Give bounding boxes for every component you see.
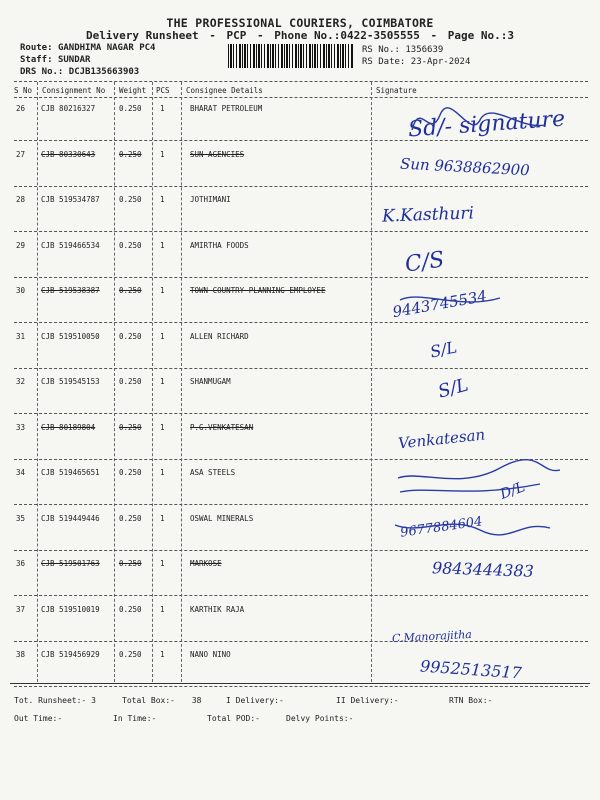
row-consignment-no: CJB 519456929 [41, 650, 100, 659]
row-weight: 0.250 [119, 286, 142, 295]
row-pcs: 1 [160, 377, 165, 386]
row-weight: 0.250 [119, 605, 142, 614]
row-pcs: 1 [160, 195, 165, 204]
drs-value: DCJB135663903 [68, 67, 140, 77]
row-pcs: 1 [160, 423, 165, 432]
rs-date-field: RS Date: 23-Apr-2024 [362, 57, 471, 67]
row-consignment-no: CJB 80216327 [41, 104, 96, 113]
row-sno: 38 [16, 650, 26, 659]
row-consignment-no: CJB 519538387 [41, 286, 100, 295]
row-consignee: ALLEN RICHARD [190, 332, 249, 341]
out-time: Out Time:- [14, 714, 63, 723]
row-pcs: 1 [160, 650, 165, 659]
row-consignee: KARTHIK RAJA [190, 605, 245, 614]
subtitle-sep: - [430, 29, 438, 42]
row-pcs: 1 [160, 104, 165, 113]
in-time: In Time:- [113, 714, 157, 723]
row-consignment-no: CJB 519510050 [41, 332, 100, 341]
table-bottom-rule [10, 683, 590, 684]
row-consignee: SUN AGENCIES [190, 150, 245, 159]
rs-no-value: 1356639 [405, 45, 444, 55]
row-pcs: 1 [160, 468, 165, 477]
handwritten-signature: S/L [435, 374, 471, 403]
row-consignment-no: CJB 519510019 [41, 605, 100, 614]
rs-no-field: RS No.: 1356639 [362, 45, 444, 55]
company-title: THE PROFESSIONAL COURIERS, COIMBATORE [166, 16, 434, 30]
handwritten-signature: D/L [498, 479, 528, 503]
col-consignment: Consignment No [42, 86, 106, 95]
row-sno: 26 [16, 104, 26, 113]
delvy-points: Delvy Points:- [286, 714, 354, 723]
row-consignee: MARKOSE [190, 559, 222, 568]
row-consignee: AMIRTHA FOODS [190, 241, 249, 250]
row-weight: 0.250 [119, 195, 142, 204]
drs-field: DRS No.: DCJB135663903 [20, 67, 140, 77]
total-box: Total Box:- 38 [122, 696, 202, 705]
subtitle-sep: - [209, 29, 216, 42]
total-box-value: 38 [191, 696, 202, 705]
row-sno: 29 [16, 241, 26, 250]
col-sno: S No [14, 86, 33, 95]
row-consignment-no: CJB 519501763 [41, 559, 100, 568]
row-consignment-no: CJB 519534787 [41, 195, 100, 204]
tot-runsheet: Tot. Runsheet:- 3 [14, 696, 96, 705]
handwritten-signature: 9952513517 [419, 656, 523, 683]
col-pcs: PCS [156, 86, 170, 95]
subtitle-doc-type: Delivery Runsheet [85, 29, 199, 42]
row-consignment-no: CJB 80330643 [41, 150, 96, 159]
row-pcs: 1 [160, 150, 165, 159]
row-consignee: P.G.VENKATESAN [190, 423, 254, 432]
row-consignee: JOTHIMANI [190, 195, 231, 204]
handwritten-signature: Venkatesan [397, 425, 486, 453]
ink-stroke [398, 460, 560, 479]
handwritten-signature: C/S [403, 247, 446, 278]
col-consignee: Consignee Details [186, 86, 263, 95]
row-consignee: OSWAL MINERALS [190, 514, 254, 523]
subtitle-phone: Phone No.:0422-3505555 [274, 29, 420, 42]
row-consignee: TOWN COUNTRY PLANNING EMPLOYEE [190, 286, 326, 295]
row-consignee: NANO NINO [190, 650, 231, 659]
staff-value: SUNDAR [57, 55, 91, 65]
row-pcs: 1 [160, 559, 165, 568]
staff-field: Staff: SUNDAR [20, 55, 91, 65]
row-weight: 0.250 [119, 559, 142, 568]
handwritten-signature: Sd/- signature [407, 106, 566, 143]
subtitle-branch: PCP [226, 29, 247, 42]
row-sno: 28 [16, 195, 26, 204]
row-consignee: ASA STEELS [190, 468, 236, 477]
row-pcs: 1 [160, 332, 165, 341]
ink-stroke [400, 484, 540, 492]
row-consignment-no: CJB 519465651 [41, 468, 100, 477]
rtn-box: RTN Box:- [449, 696, 493, 705]
row-pcs: 1 [160, 514, 165, 523]
row-sno: 33 [16, 423, 26, 432]
handwritten-signature: 9843444383 [431, 558, 535, 581]
row-consignee: SHANMUGAM [190, 377, 231, 386]
row-sno: 37 [16, 605, 26, 614]
handwritten-signature: 9677884604 [399, 514, 484, 541]
row-weight: 0.250 [119, 468, 142, 477]
row-sno: 30 [16, 286, 26, 295]
row-consignment-no: CJB 519545153 [41, 377, 100, 386]
row-sno: 35 [16, 514, 26, 523]
handwritten-signature: 9443745534 [391, 286, 489, 322]
ink-stroke [395, 524, 550, 535]
col-signature: Signature [376, 86, 417, 95]
handwritten-signature: C.Manorajitha [391, 627, 473, 646]
row-consignment-no: CJB 80189804 [41, 423, 96, 432]
ink-stroke [400, 297, 500, 302]
row-weight: 0.250 [119, 650, 142, 659]
row-weight: 0.250 [119, 150, 142, 159]
row-consignee: BHARAT PETROLEUM [190, 104, 263, 113]
route-value: GANDHIMA NAGAR PC4 [57, 43, 156, 53]
subtitle-page: Page No.:3 [447, 29, 515, 42]
row-weight: 0.250 [119, 377, 142, 386]
row-weight: 0.250 [119, 423, 142, 432]
row-weight: 0.250 [119, 104, 142, 113]
delivery-count: I Delivery:- [226, 696, 284, 705]
handwritten-signature: K.Kasthuri [381, 203, 475, 227]
row-weight: 0.250 [119, 514, 142, 523]
row-sno: 36 [16, 559, 26, 568]
row-sno: 34 [16, 468, 26, 477]
row-weight: 0.250 [119, 332, 142, 341]
row-sno: 27 [16, 150, 26, 159]
row-sno: 31 [16, 332, 26, 341]
total-pod: Total POD:- [207, 714, 260, 723]
row-pcs: 1 [160, 286, 165, 295]
route-field: Route: GANDHIMA NAGAR PC4 [20, 43, 156, 53]
row-pcs: 1 [160, 241, 165, 250]
row-consignment-no: CJB 519466534 [41, 241, 100, 250]
col-weight: Weight [119, 86, 147, 95]
ii-delivery-count: II Delivery:- [336, 696, 399, 705]
row-pcs: 1 [160, 605, 165, 614]
row-sno: 32 [16, 377, 26, 386]
ink-stroke [412, 108, 545, 130]
row-weight: 0.250 [119, 241, 142, 250]
rs-date-value: 23-Apr-2024 [410, 57, 471, 67]
handwritten-signature: S/L [428, 337, 459, 362]
subtitle-sep: - [256, 29, 264, 42]
handwritten-signature: Sun 9638862900 [399, 154, 531, 180]
row-consignment-no: CJB 519449446 [41, 514, 100, 523]
